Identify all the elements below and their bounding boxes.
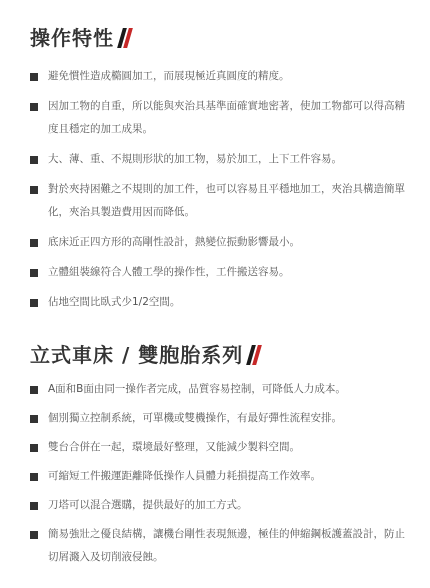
square-bullet-icon xyxy=(30,531,38,539)
feature-list xyxy=(30,378,410,569)
square-bullet-icon xyxy=(30,502,38,510)
section-heading xyxy=(30,23,410,53)
square-bullet-icon xyxy=(30,386,38,394)
square-bullet-icon xyxy=(30,269,38,277)
square-bullet-icon xyxy=(30,239,38,247)
list-item: 雙台合併在一起，環境最好整理，又能減少製料空間。 xyxy=(30,436,410,459)
list-item: A面和B面由同一操作者完成，品質容易控制，可降低人力成本。 xyxy=(30,378,410,401)
square-bullet-icon xyxy=(30,186,38,194)
section-title: 操作特性 xyxy=(30,26,114,50)
list-item: 底床近正四方形的高剛性設計，熱變位振動影響最小。 xyxy=(30,231,410,254)
square-bullet-icon xyxy=(30,473,38,481)
list-item: 對於夾持困難之不規則的加工件，也可以容易且平穩地加工，夾治具構造簡單化，夾治具製造費用因而降低。 xyxy=(30,178,410,224)
square-bullet-icon xyxy=(30,444,38,452)
list-item: 大、薄、重、不規則形狀的加工物，易於加工，上下工件容易。 xyxy=(30,148,410,171)
square-bullet-icon xyxy=(30,103,38,111)
square-bullet-icon xyxy=(30,73,38,81)
twin-series-section xyxy=(30,340,410,569)
section-heading xyxy=(30,340,410,370)
square-bullet-icon xyxy=(30,156,38,164)
section-title: 立式車床 / 雙胞胎系列 xyxy=(30,343,244,367)
list-item: 簡易強壯之優良結構，讓機台剛性表現無邊，極佳的伸縮鋼板護蓋設計，防止切屑濺入及切削液侵蝕。 xyxy=(30,523,410,569)
list-item: 因加工物的自重，所以能與夾治具基準面確實地密著，使加工物都可以得高精度且穩定的加工成果。 xyxy=(30,95,410,141)
list-item: 避免慣性造成橢圓加工，而展現極近真圓度的精度。 xyxy=(30,65,410,88)
title-slash-decoration xyxy=(120,28,132,48)
list-item: 可縮短工件搬運距離降低操作人員體力耗損提高工作效率。 xyxy=(30,465,410,488)
list-item: 佔地空間比臥式少1/2空間。 xyxy=(30,291,410,314)
title-slash-decoration xyxy=(249,345,261,365)
list-item: 立體組裝線符合人體工學的操作性，工件搬送容易。 xyxy=(30,261,410,284)
square-bullet-icon xyxy=(30,415,38,423)
list-item: 刀塔可以混合選購，提供最好的加工方式。 xyxy=(30,494,410,517)
operation-features-section xyxy=(30,23,410,314)
square-bullet-icon xyxy=(30,299,38,307)
feature-list xyxy=(30,65,410,314)
list-item: 個別獨立控制系統，可單機或雙機操作，有最好彈性流程安排。 xyxy=(30,407,410,430)
